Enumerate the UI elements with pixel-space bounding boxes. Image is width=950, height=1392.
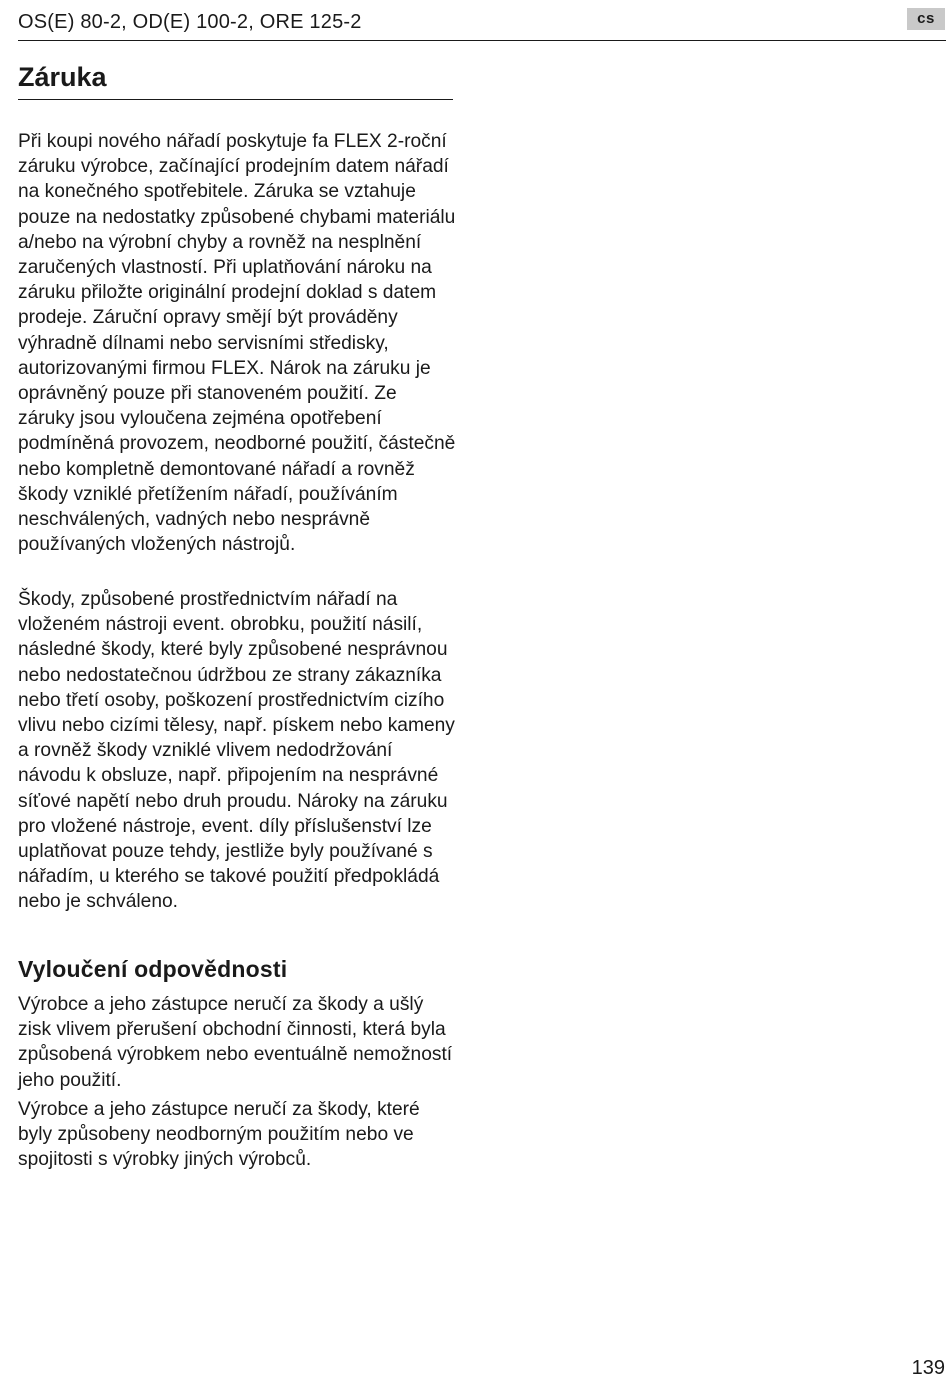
warranty-paragraph-2: Škody, způsobené prostřednictvím nářadí na vloženém nástroji event. obrobku, použití násilí, následné škody, které byly způsobené nesprávnou nebo nedostatečnou údržbou ze strany zákazníka nebo třetí osoby, poškození prostřednictvím cizího vlivu nebo cizími tělesy, např. pískem nebo kameny a rovněž škody vzniklé vlivem nedodržování návodu k obsluze, např. připojením na nesprávné síťové napětí nebo druh proudu. Nároky na záruku pro vložené nástroje, event. díly příslušenství lze uplatňovat pouze tehdy, jestliže byly používané s nářadím, u kterého se takové použití předpokládá nebo je schváleno. xyxy=(18,589,455,913)
document-header-title: OS(E) 80-2, OD(E) 100-2, ORE 125-2 xyxy=(18,11,362,33)
page-number: 139 xyxy=(911,1357,945,1379)
liability-paragraph-2: Výrobce a jeho zástupce neručí za škody, které byly způsobeny neodborným použitím nebo ve spojitosti s výrobky jiných výrobců. xyxy=(18,1099,420,1171)
language-badge: cs xyxy=(907,8,945,30)
warranty-heading: Záruka xyxy=(18,62,107,92)
liability-heading: Vyloučení odpovědnosti xyxy=(18,956,288,982)
liability-paragraph-1: Výrobce a jeho zástupce neručí za škody a ušlý zisk vlivem přerušení obchodní činnosti, která byla způsobená výrobkem nebo eventuálně nemožností jeho použití. xyxy=(18,994,453,1091)
warranty-heading-divider xyxy=(18,99,453,100)
warranty-paragraph-1: Při koupi nového nářadí poskytuje fa FLEX 2-roční záruku výrobce, začínající prodejním datem nářadí na konečného spotřebitele. Záruka se vztahuje pouze na nedostatky způsobené chybami materiálu a/nebo na výrobní chyby a rovněž na nesplnění zaručených vlastností. Při uplatňování nároku na záruku přiložte originální prodejní doklad s datem prodeje. Záruční opravy smějí být prováděny výhradně dílnami nebo servisními středisky, autorizovanými firmou FLEX. Nárok na záruku je oprávněný pouze při stanoveném použití. Ze záruky jsou vyloučena zejména opotřebení podmíněná provozem, neodborné použití, částečně nebo kompletně demontované nářadí a rovněž škody vzniklé přetížením nářadí, používáním neschválených, vadných nebo nesprávně používaných vložených nástrojů. xyxy=(18,131,456,556)
header-divider xyxy=(18,40,946,41)
